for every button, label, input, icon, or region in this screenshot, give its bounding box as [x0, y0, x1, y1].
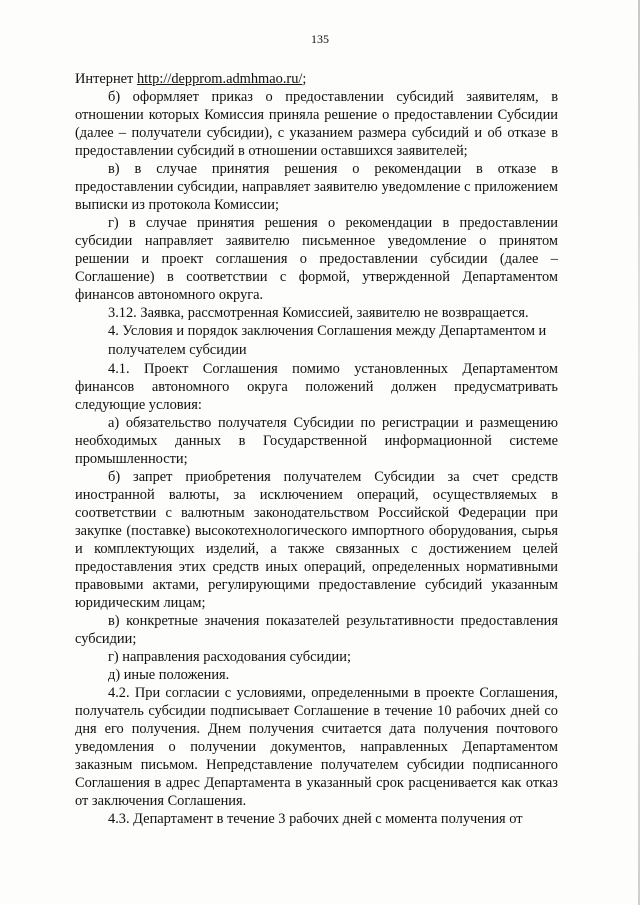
paragraph-4-1-b: б) запрет приобретения получателем Субсидии за счет средств иностранной валюты, за исключением операций, осуществляемых в соответствии с валютным законодательством Российской Федерации при закупке (поставке) высокотехнологического импортного оборудования, сырья и комплектующих изделий, а также связанных с достижением целей предоставления этих средств иных операций, определенных нормативными правовыми актами, регулирующими предоставление субсидий указанным юридическим лицам; — [75, 469, 558, 611]
paragraph-4-1-a: а) обязательство получателя Субсидии по регистрации и размещению необходимых данных в Государственной информационной системе промышленности; — [75, 415, 558, 467]
intro-prefix: Интернет — [75, 71, 137, 87]
intro-line — [75, 70, 558, 88]
website-link[interactable]: http://depprom.admhmao.ru/ — [136, 71, 303, 87]
paragraph-4-1-v: в) конкретные значения показателей результативности предоставления субсидии; — [75, 613, 558, 647]
document-body — [75, 70, 558, 828]
section-heading-line2: получателем субсидии — [108, 342, 247, 358]
section-heading — [75, 322, 558, 360]
paragraph-v-refusal: в) в случае принятия решения о рекомендации в отказе в предоставлении субсидии, направляет заявителю уведомление с приложением выписки из протокола Комиссии; — [75, 161, 558, 213]
paragraph-b-order: б) оформляет приказ о предоставлении субсидий заявителям, в отношении которых Комиссия приняла решение о предоставлении Субсидии (далее – получатели субсидии), с указанием размера субсидий и об отказе в предоставлении субсидий в отношении оставшихся заявителей; — [75, 89, 558, 159]
paragraph-3-12: 3.12. Заявка, рассмотренная Комиссией, заявителю не возвращается. — [108, 305, 529, 321]
paragraph-4-3: 4.3. Департамент в течение 3 рабочих дней с момента получения от — [108, 811, 523, 827]
paragraph-4-1: 4.1. Проект Соглашения помимо установленных Департаментом финансов автономного округа положений должен предусматривать следующие условия: — [75, 361, 558, 413]
section-heading-line1: 4. Условия и порядок заключения Соглашения между Департаментом и — [108, 323, 547, 339]
paragraph-4-2: 4.2. При согласии с условиями, определенными в проекте Соглашения, получатель субсидии подписывает Соглашение в течение 10 рабочих дней со дня его получения. Днем получения считается дата получения почтового уведомления о получении документов, направленных Департаментом заказным письмом. Непредставление получателем субсидии подписанного Соглашения в адрес Департамента в указанный срок расценивается как отказ от заключения Соглашения. — [75, 685, 558, 809]
page-number: 135 — [311, 32, 329, 46]
paragraph-4-1-d: д) иные положения. — [108, 667, 230, 683]
intro-suffix: ; — [302, 71, 307, 87]
paragraph-4-1-g: г) направления расходования субсидии; — [108, 649, 351, 665]
paragraph-g-approval: г) в случае принятия решения о рекомендации в предоставлении субсидии направляет заявителю письменное уведомление о принятом решении и проект соглашения о предоставлении субсидии (далее – Соглашение) в соответствии с формой, утвержденной Департаментом финансов автономного округа. — [75, 215, 558, 303]
